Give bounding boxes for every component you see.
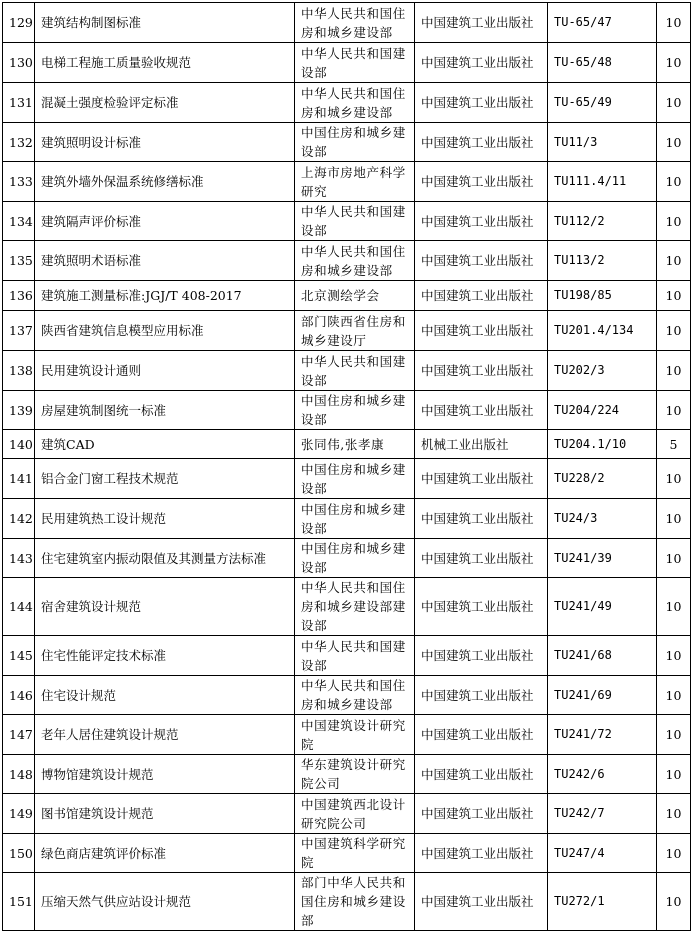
book-title: 建筑施工测量标准:JGJ/T 408-2017 [35, 281, 295, 311]
author-line: 房和城乡建设部 [301, 262, 393, 278]
book-author [295, 83, 415, 123]
author-line: 设部 [301, 657, 328, 673]
quantity: 10 [657, 715, 691, 755]
call-number: TU241/49 [548, 578, 657, 636]
row-number: 148 [3, 755, 35, 794]
author-line: 设部 [301, 412, 328, 427]
book-title: 建筑CAD [35, 430, 295, 459]
quantity: 10 [657, 311, 691, 351]
author-line: 中国建筑西北设计 [301, 796, 406, 812]
book-publisher: 中国建筑工业出版社 [415, 202, 548, 241]
book-author [295, 123, 415, 162]
row-number: 145 [3, 636, 35, 676]
table-row [3, 636, 691, 676]
book-author [295, 794, 415, 834]
author-line: 中华人民共和国住 [301, 5, 406, 21]
row-number: 141 [3, 459, 35, 499]
book-title: 陕西省建筑信息模型应用标准 [35, 311, 295, 351]
author-line: 设部 [301, 520, 328, 536]
author-line: 部 [301, 913, 315, 928]
quantity: 5 [657, 430, 691, 459]
table-row [3, 311, 691, 351]
call-number: TU241/68 [548, 636, 657, 676]
author-line: 中华人民共和国建 [301, 204, 406, 219]
book-publisher: 中国建筑工业出版社 [415, 715, 548, 755]
book-list-table [2, 2, 691, 931]
call-number: TU198/85 [548, 281, 657, 311]
table-row [3, 539, 691, 578]
author-line: 设部 [301, 480, 328, 496]
row-number: 129 [3, 3, 35, 43]
row-number: 143 [3, 539, 35, 578]
author-line: 中国建筑科学研究 [301, 836, 406, 851]
table-row [3, 794, 691, 834]
book-publisher: 中国建筑工业出版社 [415, 162, 548, 202]
author-line: 房和城乡建设部建 [301, 599, 406, 614]
book-title: 建筑照明术语标准 [35, 241, 295, 281]
author-line: 中华人民共和国建 [301, 353, 406, 369]
quantity: 10 [657, 834, 691, 873]
book-publisher: 中国建筑工业出版社 [415, 83, 548, 123]
author-line: 中华人民共和国住 [301, 243, 406, 259]
book-author [295, 281, 415, 311]
row-number: 142 [3, 499, 35, 539]
table-body [3, 3, 691, 931]
author-line: 北京测绘学会 [301, 288, 380, 303]
book-author [295, 636, 415, 676]
call-number: TU272/1 [548, 873, 657, 931]
call-number: TU111.4/11 [548, 162, 657, 202]
row-number: 147 [3, 715, 35, 755]
author-line: 中国建筑设计研究 [301, 717, 406, 733]
quantity: 10 [657, 43, 691, 83]
table-row [3, 578, 691, 636]
author-line: 华东建筑设计研究 [301, 757, 406, 772]
call-number: TU11/3 [548, 123, 657, 162]
row-number: 131 [3, 83, 35, 123]
quantity: 10 [657, 636, 691, 676]
table-row [3, 202, 691, 241]
quantity: 10 [657, 83, 691, 123]
author-line: 院 [301, 736, 315, 752]
book-title: 建筑隔声评价标准 [35, 202, 295, 241]
quantity: 10 [657, 162, 691, 202]
book-title: 压缩天然气供应站设计规范 [35, 873, 295, 931]
author-line: 中华人民共和国建 [301, 638, 406, 654]
author-line: 城乡建设厅 [301, 332, 367, 348]
book-author [295, 311, 415, 351]
book-author [295, 578, 415, 636]
book-author [295, 459, 415, 499]
book-author [295, 43, 415, 83]
book-author [295, 430, 415, 459]
author-line: 设部 [301, 618, 328, 633]
book-title: 宿舍建筑设计规范 [35, 578, 295, 636]
call-number: TU-65/47 [548, 3, 657, 43]
book-title: 建筑结构制图标准 [35, 3, 295, 43]
book-publisher: 中国建筑工业出版社 [415, 578, 548, 636]
book-title: 住宅性能评定技术标准 [35, 636, 295, 676]
book-title: 老年人居住建筑设计规范 [35, 715, 295, 755]
book-author [295, 3, 415, 43]
quantity: 10 [657, 676, 691, 715]
book-publisher: 中国建筑工业出版社 [415, 459, 548, 499]
book-author [295, 676, 415, 715]
book-author [295, 202, 415, 241]
call-number: TU241/72 [548, 715, 657, 755]
quantity: 10 [657, 499, 691, 539]
book-title: 房屋建筑制图统一标准 [35, 391, 295, 430]
call-number: TU228/2 [548, 459, 657, 499]
author-line: 研究院公司 [301, 815, 367, 831]
book-publisher: 中国建筑工业出版社 [415, 794, 548, 834]
table-row [3, 391, 691, 430]
author-line: 房和城乡建设部 [301, 104, 393, 120]
book-title: 建筑照明设计标准 [35, 123, 295, 162]
table-row [3, 499, 691, 539]
book-title: 博物馆建筑设计规范 [35, 755, 295, 794]
book-publisher: 中国建筑工业出版社 [415, 755, 548, 794]
table-row [3, 3, 691, 43]
book-publisher: 中国建筑工业出版社 [415, 281, 548, 311]
author-line: 中国住房和城乡建 [301, 541, 406, 556]
quantity: 10 [657, 123, 691, 162]
row-number: 144 [3, 578, 35, 636]
author-line: 中国住房和城乡建 [301, 461, 406, 477]
book-publisher: 中国建筑工业出版社 [415, 351, 548, 391]
book-publisher: 中国建筑工业出版社 [415, 43, 548, 83]
book-author [295, 499, 415, 539]
quantity: 10 [657, 3, 691, 43]
author-line: 设部 [301, 144, 328, 159]
book-title: 民用建筑热工设计规范 [35, 499, 295, 539]
quantity: 10 [657, 459, 691, 499]
author-line: 设部 [301, 372, 328, 388]
call-number: TU-65/49 [548, 83, 657, 123]
quantity: 10 [657, 351, 691, 391]
book-author [295, 391, 415, 430]
author-line: 设部 [301, 64, 328, 80]
author-line: 设部 [301, 560, 328, 575]
call-number: TU204/224 [548, 391, 657, 430]
author-line: 上海市房地产科学 [301, 164, 406, 180]
book-author [295, 539, 415, 578]
book-publisher: 中国建筑工业出版社 [415, 636, 548, 676]
table-row [3, 241, 691, 281]
book-author [295, 715, 415, 755]
quantity: 10 [657, 873, 691, 931]
row-number: 151 [3, 873, 35, 931]
table-row [3, 430, 691, 459]
book-title: 铝合金门窗工程技术规范 [35, 459, 295, 499]
book-author [295, 351, 415, 391]
row-number: 136 [3, 281, 35, 311]
call-number: TU201.4/134 [548, 311, 657, 351]
row-number: 138 [3, 351, 35, 391]
quantity: 10 [657, 391, 691, 430]
table-row [3, 676, 691, 715]
author-line: 中国住房和城乡建 [301, 125, 406, 140]
author-line: 房和城乡建设部 [301, 24, 393, 40]
call-number: TU204.1/10 [548, 430, 657, 459]
quantity: 10 [657, 794, 691, 834]
book-author [295, 834, 415, 873]
book-publisher: 中国建筑工业出版社 [415, 241, 548, 281]
author-line: 中华人民共和国住 [301, 85, 406, 101]
author-line: 部门陕西省住房和 [301, 313, 406, 329]
author-line: 院 [301, 855, 315, 870]
table-row [3, 351, 691, 391]
book-author [295, 162, 415, 202]
book-publisher: 中国建筑工业出版社 [415, 499, 548, 539]
book-publisher: 机械工业出版社 [415, 430, 548, 459]
table-row [3, 43, 691, 83]
book-publisher: 中国建筑工业出版社 [415, 676, 548, 715]
table-row [3, 459, 691, 499]
book-publisher: 中国建筑工业出版社 [415, 3, 548, 43]
book-title: 住宅建筑室内振动限值及其测量方法标准 [35, 539, 295, 578]
table-row [3, 834, 691, 873]
author-line: 张同伟,张孝康 [301, 436, 385, 452]
book-publisher: 中国建筑工业出版社 [415, 123, 548, 162]
row-number: 146 [3, 676, 35, 715]
call-number: TU247/4 [548, 834, 657, 873]
book-author [295, 755, 415, 794]
row-number: 149 [3, 794, 35, 834]
call-number: TU-65/48 [548, 43, 657, 83]
book-publisher: 中国建筑工业出版社 [415, 873, 548, 931]
row-number: 140 [3, 430, 35, 459]
table-row [3, 123, 691, 162]
row-number: 132 [3, 123, 35, 162]
quantity: 10 [657, 539, 691, 578]
book-title: 电梯工程施工质量验收规范 [35, 43, 295, 83]
row-number: 139 [3, 391, 35, 430]
author-line: 房和城乡建设部 [301, 697, 393, 712]
book-publisher: 中国建筑工业出版社 [415, 834, 548, 873]
row-number: 135 [3, 241, 35, 281]
table-row [3, 162, 691, 202]
call-number: TU241/69 [548, 676, 657, 715]
table-row [3, 755, 691, 794]
call-number: TU113/2 [548, 241, 657, 281]
book-publisher: 中国建筑工业出版社 [415, 311, 548, 351]
quantity: 10 [657, 281, 691, 311]
table-row [3, 83, 691, 123]
author-line: 院公司 [301, 776, 341, 791]
quantity: 10 [657, 755, 691, 794]
table-row [3, 715, 691, 755]
row-number: 150 [3, 834, 35, 873]
call-number: TU202/3 [548, 351, 657, 391]
table-row [3, 281, 691, 311]
call-number: TU242/6 [548, 755, 657, 794]
author-line: 中华人民共和国住 [301, 580, 406, 595]
author-line: 部门中华人民共和 [301, 875, 406, 890]
row-number: 137 [3, 311, 35, 351]
book-publisher: 中国建筑工业出版社 [415, 391, 548, 430]
book-author [295, 241, 415, 281]
call-number: TU242/7 [548, 794, 657, 834]
quantity: 10 [657, 578, 691, 636]
author-line: 设部 [301, 223, 328, 238]
book-author [295, 873, 415, 931]
call-number: TU24/3 [548, 499, 657, 539]
book-title: 民用建筑设计通则 [35, 351, 295, 391]
quantity: 10 [657, 241, 691, 281]
author-line: 中华人民共和国建 [301, 45, 406, 61]
author-line: 中华人民共和国住 [301, 678, 406, 693]
author-line: 中国住房和城乡建 [301, 501, 406, 517]
table-row [3, 873, 691, 931]
book-title: 建筑外墙外保温系统修缮标准 [35, 162, 295, 202]
author-line: 研究 [301, 183, 328, 199]
book-title: 住宅设计规范 [35, 676, 295, 715]
quantity: 10 [657, 202, 691, 241]
call-number: TU241/39 [548, 539, 657, 578]
row-number: 133 [3, 162, 35, 202]
row-number: 134 [3, 202, 35, 241]
row-number: 130 [3, 43, 35, 83]
book-title: 图书馆建筑设计规范 [35, 794, 295, 834]
author-line: 国住房和城乡建设 [301, 894, 406, 909]
author-line: 中国住房和城乡建 [301, 393, 406, 408]
book-title: 混凝土强度检验评定标准 [35, 83, 295, 123]
call-number: TU112/2 [548, 202, 657, 241]
book-publisher: 中国建筑工业出版社 [415, 539, 548, 578]
book-title: 绿色商店建筑评价标准 [35, 834, 295, 873]
